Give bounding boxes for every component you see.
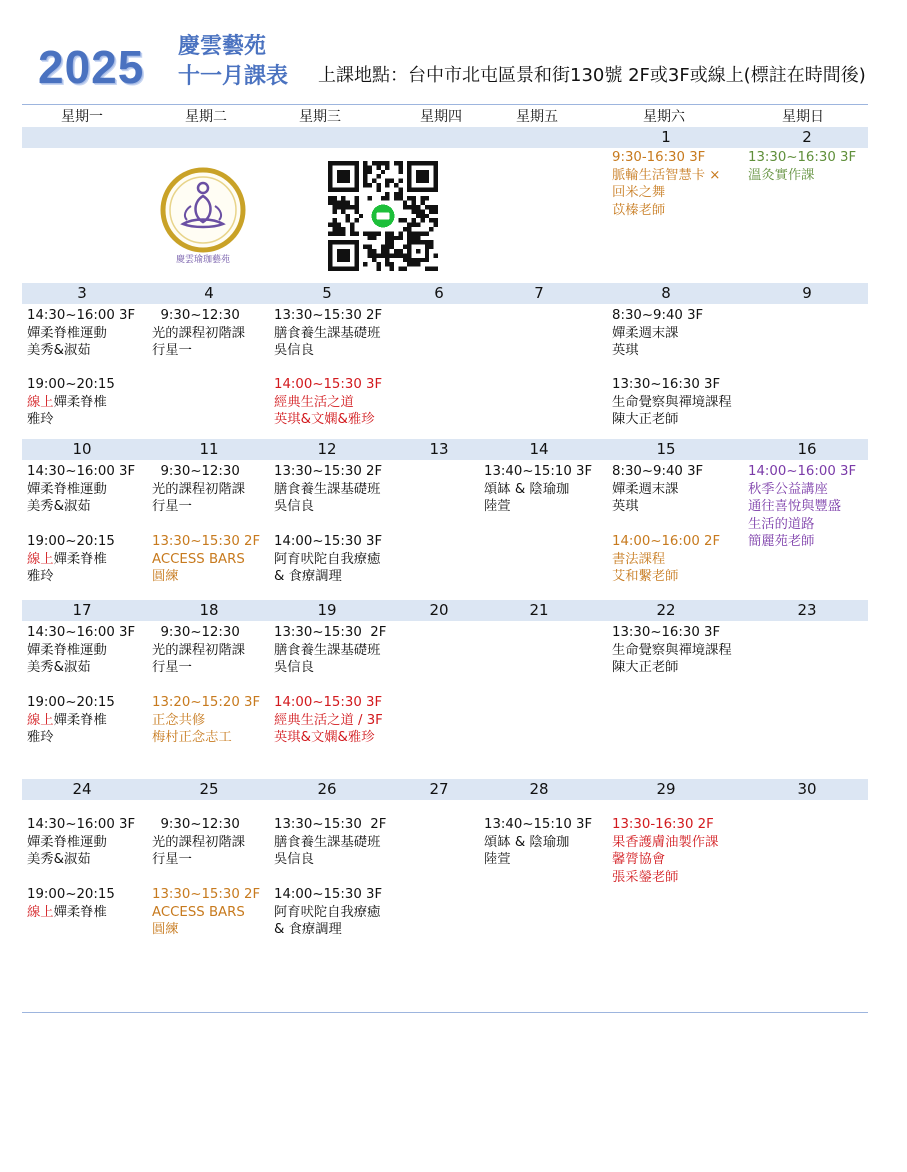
event-line: 英琪&文嫻&雅珍 (274, 730, 375, 745)
event-line: 14:00~15:30 3F (274, 887, 383, 902)
event-entry (484, 463, 592, 516)
event-line: 脈輪生活智慧卡 × (612, 167, 721, 183)
event-entry (152, 886, 260, 939)
event-line: 吳信良 (274, 499, 314, 514)
date-number: 14 (529, 440, 549, 458)
event-line: 簡麗苑老師 (748, 534, 815, 549)
event-line: 13:30-16:30 2F (612, 817, 714, 832)
date-number: 3 (77, 284, 87, 302)
event-line: 回米之舞 (612, 185, 666, 200)
date-number: 17 (72, 601, 92, 619)
event-entry (612, 376, 732, 429)
event-line: 14:00~15:30 3F (274, 695, 383, 710)
date-number: 25 (199, 780, 219, 798)
event-line: 14:00~16:00 3F (748, 464, 857, 479)
date-number: 30 (797, 780, 817, 798)
date-number: 5 (322, 284, 332, 302)
event-entry (152, 816, 245, 869)
week-band (22, 283, 868, 304)
event-line: 張采鎣老師 (612, 869, 679, 885)
event-line: 行星一 (152, 852, 192, 867)
event-line: 吳信良 (274, 343, 314, 358)
event-line: 13:20~15:20 3F (152, 695, 261, 710)
event-line: 陸萱 (484, 499, 511, 514)
date-number: 28 (529, 780, 549, 798)
event-line: 14:00~15:30 3F (274, 377, 383, 392)
date-number: 11 (199, 440, 219, 458)
event-line-online (27, 712, 115, 730)
event-line: 阿育吠陀自我療癒 (274, 904, 381, 920)
event-line: 13:40~15:10 3F (484, 817, 593, 832)
event-line: 英琪 (612, 343, 639, 358)
date-number: 7 (534, 284, 544, 302)
event-entry (27, 816, 135, 869)
date-number: 12 (317, 440, 337, 458)
event-line: 美秀&淑茹 (27, 499, 91, 514)
event-entry (274, 816, 386, 869)
event-line: 陳大正老師 (612, 660, 679, 675)
event-line: 馨膂協會 (612, 852, 666, 867)
date-number: 27 (429, 780, 449, 798)
online-tag: 線上 (27, 551, 54, 567)
event-line: 嬋柔週末課 (612, 325, 679, 341)
event-entry (152, 624, 245, 677)
event-line: 生活的道路 (748, 516, 815, 532)
event-line: 9:30-16:30 3F (612, 150, 706, 165)
event-line: 頌缽 & 陰瑜珈 (484, 481, 570, 497)
event-entry (27, 624, 135, 677)
event-line: 13:40~15:10 3F (484, 464, 593, 479)
weekday-header-sun: 星期日 (782, 109, 824, 125)
event-line: 19:00~20:15 (27, 377, 115, 392)
event-line: 美秀&淑茹 (27, 343, 91, 358)
date-number: 24 (72, 780, 92, 798)
event-line: 正念共修 (152, 712, 206, 728)
date-number: 21 (529, 601, 549, 619)
date-number: 2 (802, 128, 812, 146)
event-entry (274, 307, 382, 360)
date-number: 6 (434, 284, 444, 302)
event-line: 嬋柔脊椎運動 (27, 481, 107, 497)
event-entry (274, 624, 386, 677)
event-line: 美秀&淑茹 (27, 852, 91, 867)
event-line: 9:30~12:30 (152, 464, 240, 479)
event-line: 頌缽 & 陰瑜珈 (484, 834, 570, 850)
event-entry (612, 624, 732, 677)
event-line: 13:30~15:30 2F (274, 464, 383, 479)
date-number: 26 (317, 780, 337, 798)
weekday-header-fri: 星期五 (516, 109, 558, 125)
date-number: 16 (797, 440, 817, 458)
event-entry (484, 816, 592, 869)
event-line: 英琪&文嫻&雅珍 (274, 412, 375, 427)
event-line: 梅村正念志工 (152, 730, 232, 745)
event-entry (27, 376, 115, 429)
event-entry (612, 149, 720, 219)
event-entry (27, 886, 115, 921)
event-line: 13:30~15:30 2F (152, 534, 261, 549)
online-tag: 線上 (27, 712, 54, 728)
event-line: 陸萱 (484, 852, 511, 867)
event-line: 雅玲 (27, 412, 54, 427)
date-number: 4 (204, 284, 214, 302)
event-entry (27, 533, 115, 586)
date-number: 18 (199, 601, 219, 619)
event-line: 艾和繫老師 (612, 569, 679, 584)
event-line: 14:30~16:00 3F (27, 817, 136, 832)
event-line: 膳食養生課基礎班 (274, 325, 381, 341)
event-line: 阿育吠陀自我療癒 (274, 551, 381, 567)
event-line-online (27, 551, 115, 569)
event-line: ACCESS BARS (152, 904, 245, 920)
top-rule (22, 104, 868, 105)
event-entry (27, 307, 135, 360)
event-line: 雅玲 (27, 730, 54, 745)
date-number: 15 (656, 440, 676, 458)
event-line: 光的課程初階課 (152, 325, 246, 341)
event-line: 13:30~16:30 3F (612, 625, 721, 640)
date-number: 22 (656, 601, 676, 619)
event-line: 13:30~15:30 2F (274, 817, 387, 832)
event-entry (612, 816, 718, 886)
date-number: 1 (661, 128, 671, 146)
event-line-online (27, 394, 115, 412)
event-line: 行星一 (152, 660, 192, 675)
event-line: & 食療調理 (274, 922, 342, 937)
event-line: 生命覺察與禪境課程 (612, 394, 732, 410)
event-line: 生命覺察與禪境課程 (612, 642, 732, 658)
event-entry (274, 886, 382, 939)
event-line: 圓練 (152, 922, 179, 937)
title-line-2: 十一月課表 (178, 64, 289, 89)
date-number: 10 (72, 440, 92, 458)
event-title: 嬋柔脊椎 (53, 394, 107, 410)
event-line: 9:30~12:30 (152, 625, 240, 640)
event-entry (27, 694, 115, 747)
event-line: 14:30~16:00 3F (27, 308, 136, 323)
event-line: 書法課程 (612, 551, 666, 567)
event-entry (274, 533, 382, 586)
event-line: 美秀&淑茹 (27, 660, 91, 675)
event-line: 光的課程初階課 (152, 481, 246, 497)
event-line-online (27, 904, 115, 922)
event-line: 溫灸實作課 (748, 167, 815, 183)
event-line: ACCESS BARS (152, 551, 245, 567)
event-line: 嬋柔脊椎運動 (27, 325, 107, 341)
event-line: 13:30~15:30 2F (274, 625, 387, 640)
event-entry (612, 307, 703, 360)
event-line: 嬋柔脊椎運動 (27, 834, 107, 850)
date-number: 13 (429, 440, 449, 458)
event-line: 19:00~20:15 (27, 695, 115, 710)
online-tag: 線上 (27, 394, 54, 410)
event-line: 膳食養生課基礎班 (274, 834, 381, 850)
event-line: 秋季公益講座 (748, 481, 828, 497)
event-line: 8:30~9:40 3F (612, 464, 704, 479)
event-line: 苡榛老師 (612, 202, 666, 218)
event-line: 膳食養生課基礎班 (274, 642, 381, 658)
lotus-meditation-icon (153, 166, 253, 266)
event-entry (612, 463, 703, 516)
event-line: 嬋柔週末課 (612, 481, 679, 497)
event-entry (152, 307, 245, 360)
event-line: 13:30~16:30 3F (748, 150, 857, 165)
event-line: 行星一 (152, 499, 192, 514)
event-line: 14:00~16:00 2F (612, 534, 721, 549)
event-line: 8:30~9:40 3F (612, 308, 704, 323)
event-line: 9:30~12:30 (152, 308, 240, 323)
event-line: 嬋柔脊椎運動 (27, 642, 107, 658)
event-line: 光的課程初階課 (152, 642, 246, 658)
line-qr-code-icon (328, 161, 438, 271)
event-entry (748, 149, 856, 184)
event-title: 嬋柔脊椎 (53, 551, 107, 567)
weekday-header-sat: 星期六 (643, 109, 685, 125)
date-number: 29 (656, 780, 676, 798)
event-line: 9:30~12:30 (152, 817, 240, 832)
event-line: 英琪 (612, 499, 639, 514)
event-line: 光的課程初階課 (152, 834, 246, 850)
weekday-header-thu: 星期四 (420, 109, 462, 125)
event-line: 19:00~20:15 (27, 534, 115, 549)
event-line: 經典生活之道 (274, 394, 354, 410)
date-number: 23 (797, 601, 817, 619)
event-entry (152, 463, 245, 516)
event-line: 14:30~16:00 3F (27, 625, 136, 640)
event-line: 通往喜悅與豐盛 (748, 499, 842, 514)
event-title: 嬋柔脊椎 (53, 712, 107, 728)
date-number: 20 (429, 601, 449, 619)
date-number: 9 (802, 284, 812, 302)
event-entry (152, 533, 260, 586)
event-entry (274, 376, 382, 429)
date-number: 19 (317, 601, 337, 619)
event-line: 14:00~15:30 3F (274, 534, 383, 549)
event-line: 陳大正老師 (612, 412, 679, 427)
year: 2025 (38, 41, 145, 93)
date-number: 8 (661, 284, 671, 302)
event-line: 19:00~20:15 (27, 887, 115, 902)
event-line: 14:30~16:00 3F (27, 464, 136, 479)
event-line: 雅玲 (27, 569, 54, 584)
event-line: & 食療調理 (274, 569, 342, 584)
location: 上課地點：台中市北屯區景和街130號 2F或3F或線上(標註在時間後) (318, 65, 866, 86)
event-entry (612, 533, 720, 586)
event-entry (27, 463, 135, 516)
event-line: 圓練 (152, 569, 179, 584)
title-line-1: 慶雲藝苑 (178, 34, 267, 59)
bottom-rule (22, 1012, 868, 1013)
event-line: 果香護膚油製作課 (612, 834, 719, 850)
online-tag: 線上 (27, 904, 54, 920)
event-line: 經典生活之道 / 3F (274, 712, 383, 728)
week-band (22, 127, 868, 148)
event-line: 13:30~16:30 3F (612, 377, 721, 392)
event-line: 吳信良 (274, 660, 314, 675)
event-line: 吳信良 (274, 852, 314, 867)
event-line: 13:30~15:30 2F (274, 308, 383, 323)
event-entry (152, 694, 260, 747)
weekday-header-mon: 星期一 (61, 109, 103, 125)
logo-caption: 慶雲瑜珈藝苑 (175, 255, 231, 265)
event-line: 膳食養生課基礎班 (274, 481, 381, 497)
event-entry (274, 694, 383, 747)
event-line: 行星一 (152, 343, 192, 358)
event-entry (748, 463, 856, 551)
event-line: 13:30~15:30 2F (152, 887, 261, 902)
weekday-header-tue: 星期二 (185, 109, 227, 125)
weekday-header-wed: 星期三 (299, 109, 341, 125)
event-title: 嬋柔脊椎 (53, 904, 107, 920)
event-entry (274, 463, 382, 516)
